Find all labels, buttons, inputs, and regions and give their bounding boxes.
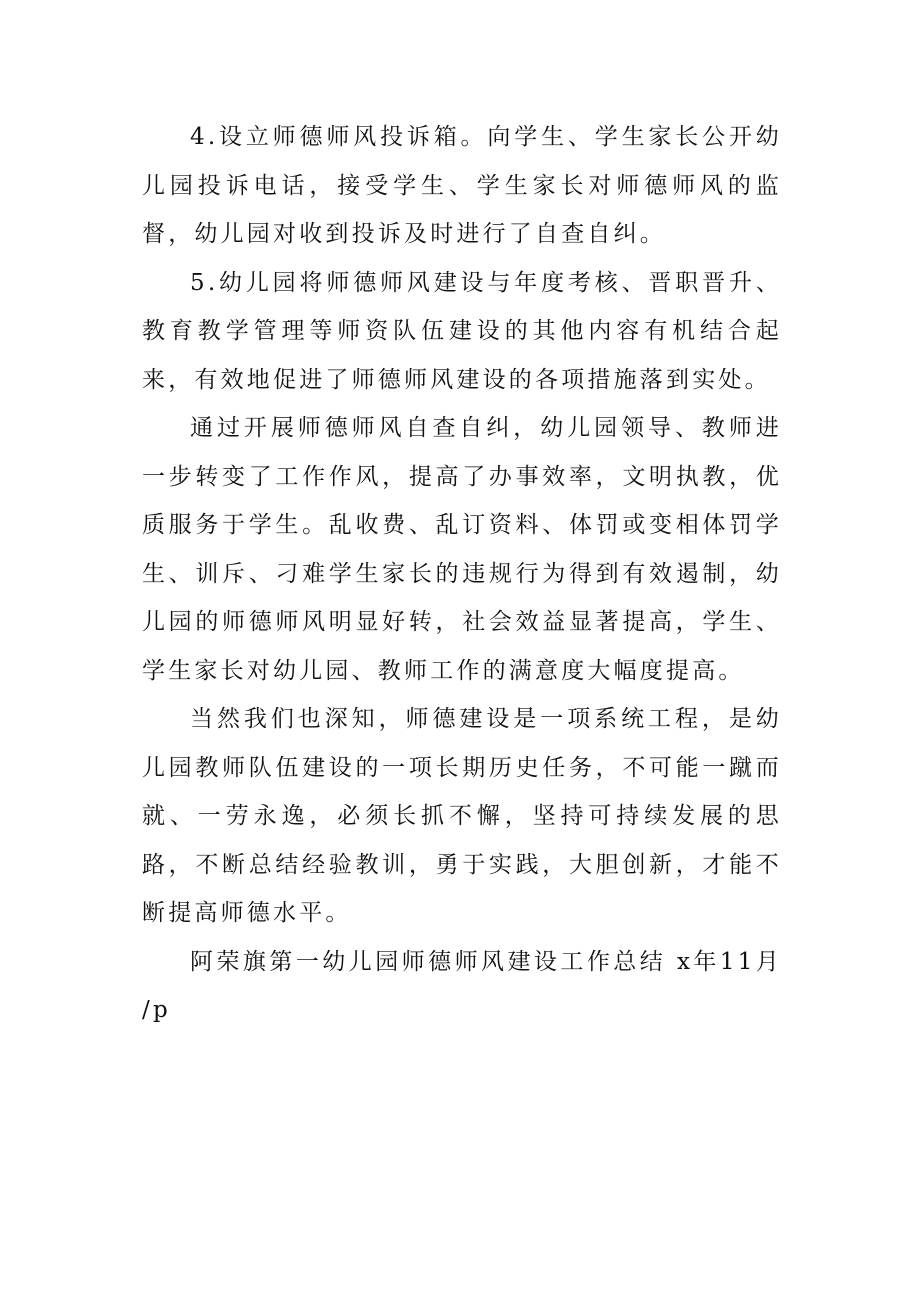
paragraph-complaint-box: 4.设立师德师风投诉箱。向学生、学生家长公开幼儿园投诉电话，接受学生、学生家长对师德师风的监督，幼儿园对收到投诉及时进行了自查自纠。: [142, 124, 782, 247]
document-body: [142, 113, 782, 1035]
paragraph-conclusion: 当然我们也深知，师德建设是一项系统工程，是幼儿园教师队伍建设的一项长期历史任务，不可能一蹴而就、一劳永逸，必须长抓不懈，坚持可持续发展的思路，不断总结经验教训，勇于实践，大胆创新，才能不断提高师德水平。: [142, 706, 782, 926]
paragraph-signature: 阿荣旗第一幼儿园师德师风建设工作总结 x年11月 /p: [142, 948, 782, 1023]
paragraph-results: 通过开展师德师风自查自纠，幼儿园领导、教师进一步转变了工作作风，提高了办事效率，文明执教，优质服务于学生。乱收费、乱订资料、体罚或变相体罚学生、训斥、刁难学生家长的违规行为得到有效遏制，幼儿园的师德师风明显好转，社会效益显著提高，学生、学生家长对幼儿园、教师工作的满意度大幅度提高。: [142, 415, 782, 684]
paragraph-integration: 5.幼儿园将师德师风建设与年度考核、晋职晋升、教育教学管理等师资队伍建设的其他内容有机结合起来，有效地促进了师德师风建设的各项措施落到实处。: [142, 269, 782, 393]
